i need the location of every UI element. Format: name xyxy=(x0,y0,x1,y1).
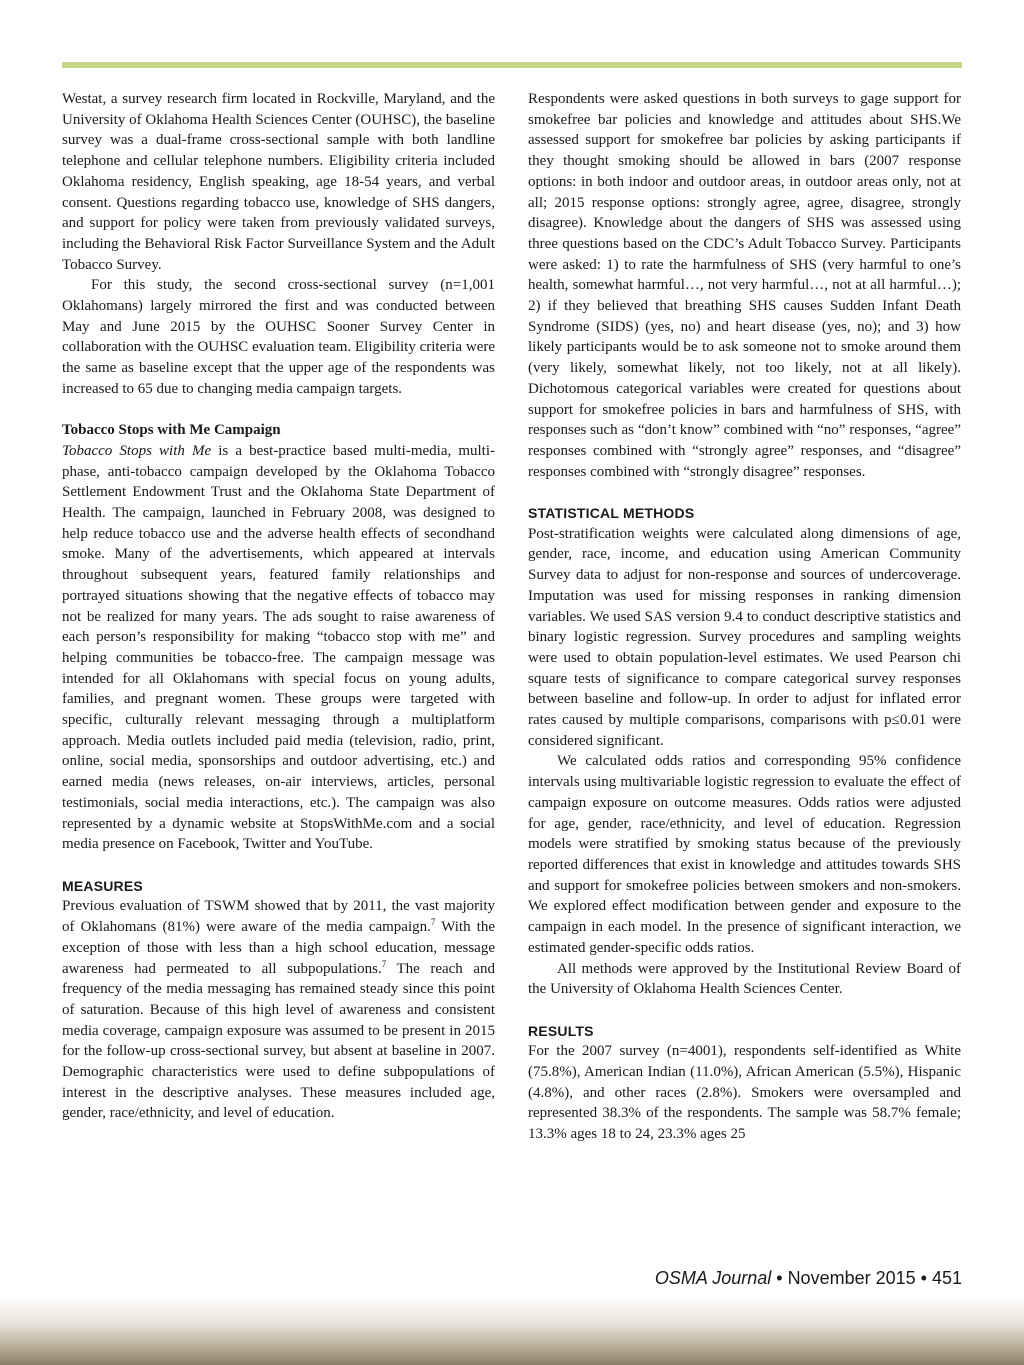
statistical-paragraph-2: We calculated odds ratios and corresponding 95% confidence intervals using multivariable logistic regression to evaluate the effect of campaign exposure on outcome measures. Odds ratios were adjusted for age, gender, race/ethnicity, and level of education. Regression models were stratified by smoking status because of the previously reported differences that exist in knowledge and attitudes towards SHS and support for smokefree policies between smokers and non-smokers. We explored effect modification between gender and exposure to the campaign in each model. In the presence of significant interaction, we estimated gender-specific odds ratios. xyxy=(528,753,961,956)
measures-text-c: The reach and frequency of the media messaging has remained steady since this point of saturation. Because of this high level of awareness and consistent media coverage, campaign exposure was assumed to be present in 2015 for the follow-up cross-sectional survey, but absent at baseline in 2007. Demographic characteristics were used to define subpopulations of interest in the descriptive analyses. These measures included age, gender, race/ethnicity, and level of education. xyxy=(62,960,495,1122)
bottom-gradient-band xyxy=(0,1295,1024,1365)
campaign-heading: Tobacco Stops with Me Campaign xyxy=(62,422,281,439)
measures-heading: MEASURES xyxy=(62,877,143,894)
left-column xyxy=(62,89,495,1124)
measures-text-b: With the exception of those with less than a high school education, message awareness had permeated to all subpopulations. xyxy=(62,919,495,977)
footer-separator: • xyxy=(915,1268,932,1288)
footer-separator: • xyxy=(771,1268,788,1288)
statistical-paragraph-1: Post-stratification weights were calculated along dimensions of age, gender, race, income, and education using American Community Survey data to adjust for non-response and sources of undercoverage. Imputation was used for missing responses in ranking dimension variables. We used SAS version 9.4 to conduct descriptive statistics and binary logistic regression. Survey procedures and sampling weights were used to obtain population-level estimates. We used Pearson chi square tests of significance to compare categorical survey responses between baseline and follow-up. In order to adjust for inflated error rates caused by multiple comparisons, comparisons with p≤0.01 were considered significant. xyxy=(528,525,961,749)
issue-date: November 2015 xyxy=(787,1268,916,1288)
statistical-methods-heading: STATISTICAL METHODS xyxy=(528,505,695,522)
measures-text-a: Previous evaluation of TSWM showed that by 2011, the vast majority of Oklahomans (81%) were aware of the media campaign. xyxy=(62,898,495,936)
method-paragraph-2: For this study, the second cross-sectional survey (n=1,001 Oklahomans) largely mirrored the first and was conducted between May and June 2015 by the OUHSC Sooner Survey Center in collaboration with the OUHSC evaluation team. Eligibility criteria were the same as baseline except that the upper age of the respondents was increased to 65 due to changing media campaign targets. xyxy=(62,277,495,397)
statistical-paragraph-3: All methods were approved by the Institutional Review Board of the University of Oklahoma Health Sciences Center. xyxy=(528,960,961,998)
campaign-title-italic: Tobacco Stops with Me xyxy=(62,442,212,459)
page-footer xyxy=(655,1268,962,1289)
method-paragraph-1: Westat, a survey research firm located in Rockville, Maryland, and the University of Oklahoma Health Sciences Center (OUHSC), the baseline survey was a dual-frame cross-sectional sample with both landline telephone and cellular telephone numbers. Eligibility criteria included Oklahoma residency, English speaking, age 18-54 years, and verbal consent. Questions regarding tobacco use, knowledge of SHS dangers, and support for policy were taken from previously validated surveys, including the Behavioral Risk Factor Surveillance System and the Adult Tobacco Survey. xyxy=(62,91,495,273)
results-heading: RESULTS xyxy=(528,1022,594,1039)
reference-7-second: 7 xyxy=(381,958,387,969)
top-rule xyxy=(62,62,962,68)
measures-paragraph xyxy=(62,896,495,1124)
survey-questions-paragraph: Respondents were asked questions in both surveys to gage support for smokefree bar policies and knowledge and attitudes about SHS.We assessed support for smokefree bar policies by asking participants if they thought smoking should be allowed in bars (2007 response options: in both indoor and outdoor areas, in outdoor areas only, not at all; 2015 response options: strongly agree, agree, disagree, strongly disagree). Knowledge about the dangers of SHS was assessed using three questions based on the CDC’s Adult Tobacco Survey. Participants were asked: 1) to rate the harmfulness of SHS (very harmful to one’s health, somewhat harmful…, not very harmful…, not at all harmful…); 2) if they believed that breathing SHS causes Sudden Infant Death Syndrome (SIDS) (yes, no) and heart disease (yes, no); and 3) how likely participants would be to ask someone not to smoke around them (very likely, somewhat likely, not too likely, not at all likely). Dichotomous categorical variables were created for questions about support for smokefree policies in bars and harmfulness of SHS, with responses such as “don’t know” combined with “no” responses, “agree” responses combined with “strongly agree” responses, and “disagree” responses combined with “strongly disagree” responses. xyxy=(528,91,961,480)
results-paragraph: For the 2007 survey (n=4001), respondents self-identified as White (75.8%), American Indian (11.0%), African American (5.5%), Hispanic (4.8%), and other races (2.8%). Smokers were oversampled and represented 38.3% of the respondents. The sample was 58.7% female; 13.3% ages 18 to 24, 23.3% ages 25 xyxy=(528,1043,961,1143)
campaign-text: is a best-practice based multi-media, multi-phase, anti-tobacco campaign developed by the Oklahoma Tobacco Settlement Endowment Trust and the Oklahoma State Department of Health. The campaign, launched in February 2008, was designed to help reduce tobacco use and the adverse health effects of secondhand smoke. Many of the advertisements, which appeared at intervals throughout subsequent years, featured family relationships and portrayed situations showing that the negative effects of tobacco may not be realized for many years. The ads sought to raise awareness of each person’s responsibility for making “tobacco stop with me” and helping communities be tobacco-free. The campaign message was intended for all Oklahomans with special focus on young adults, families, and pregnant women. These groups were targeted with specific, culturally relevant messaging through a multiplatform approach. Media outlets included paid media (television, radio, print, online, social media, sponsorships and outdoor advertising, etc.) and earned media (news releases, on-air interviews, articles, personal testimonials, social media interactions, etc.). The campaign was also represented by a dynamic website at StopsWithMe.com and a social media presence on Facebook, Twitter and YouTube. xyxy=(62,442,496,853)
campaign-paragraph xyxy=(62,441,495,855)
journal-name: OSMA Journal xyxy=(654,1268,772,1288)
right-column xyxy=(528,89,961,1145)
page-number: 451 xyxy=(931,1268,962,1288)
reference-7: 7 xyxy=(430,917,436,928)
